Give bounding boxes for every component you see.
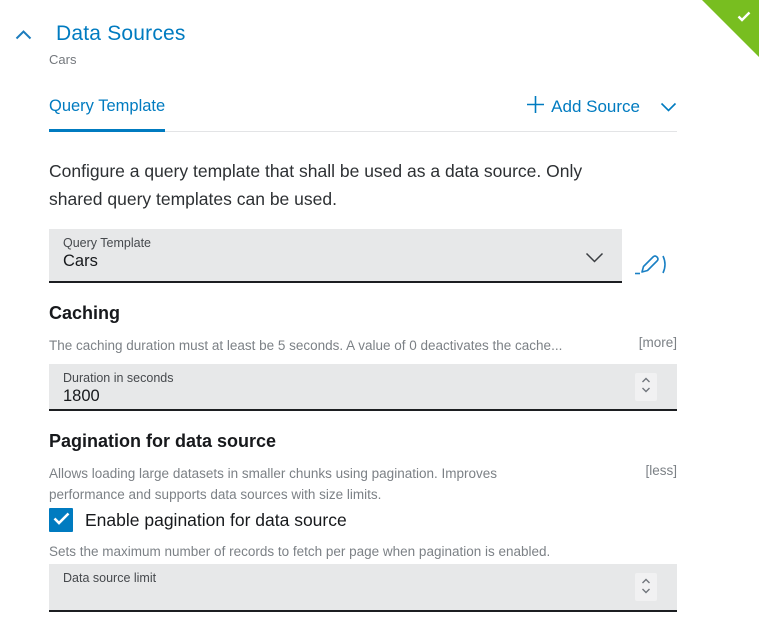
collapse-section-button[interactable] [10, 24, 36, 46]
limit-hint: Sets the maximum number of records to fetch per page when pagination is enabled. [49, 544, 551, 559]
chevron-up-down-icon [640, 576, 652, 599]
caching-description: The caching duration must at least be 5 seconds. A value of 0 deactivates the cache... [49, 338, 563, 353]
tab-query-template[interactable]: Query Template [49, 97, 165, 130]
pagination-description-line-2: performance and supports data sources with size limits. [49, 487, 382, 502]
query-template-row [49, 229, 677, 283]
duration-value: 1800 [63, 387, 100, 405]
select-label: Query Template [63, 236, 152, 250]
pagination-description-line-1: Allows loading large datasets in smaller chunks using pagination. Improves [49, 466, 497, 481]
chevron-up-down-icon [640, 375, 652, 398]
caching-description-row [49, 335, 677, 356]
add-source-label: Add Source [551, 97, 640, 116]
main-content [49, 97, 677, 612]
duration-label: Duration in seconds [63, 371, 174, 385]
pagination-description [49, 463, 635, 505]
limit-stepper[interactable] [635, 573, 657, 601]
plus-icon [526, 95, 545, 119]
enable-pagination-label: Enable pagination for data source [85, 509, 347, 530]
add-source-button[interactable] [526, 95, 677, 119]
less-link[interactable]: [less] [645, 463, 677, 478]
pagination-heading: Pagination for data source [49, 431, 277, 451]
enable-pagination-row [49, 508, 677, 532]
pencil-icon [634, 253, 668, 279]
query-template-select[interactable] [49, 229, 622, 283]
pagination-description-row [49, 463, 677, 505]
page-subtitle: Cars [49, 52, 77, 67]
more-link[interactable]: [more] [638, 335, 677, 350]
check-icon [737, 9, 751, 27]
chevron-down-icon [585, 250, 604, 268]
data-source-limit-field[interactable] [49, 564, 677, 612]
edit-query-template-button[interactable] [634, 253, 668, 279]
check-icon [53, 512, 70, 528]
tab-bar [49, 97, 677, 132]
intro-line-1: Configure a query template that shall be used as a data source. Only [49, 161, 583, 181]
enable-pagination-checkbox[interactable] [49, 508, 73, 532]
page-title: Data Sources [56, 22, 186, 45]
limit-label: Data source limit [63, 571, 157, 585]
intro-text [49, 157, 677, 213]
chevron-up-icon [15, 28, 32, 43]
duration-field[interactable] [49, 364, 677, 411]
caching-heading: Caching [49, 303, 121, 323]
duration-stepper[interactable] [635, 373, 657, 401]
intro-line-2: shared query templates can be used. [49, 189, 337, 209]
chevron-down-icon[interactable] [660, 102, 677, 112]
select-value: Cars [63, 252, 98, 270]
